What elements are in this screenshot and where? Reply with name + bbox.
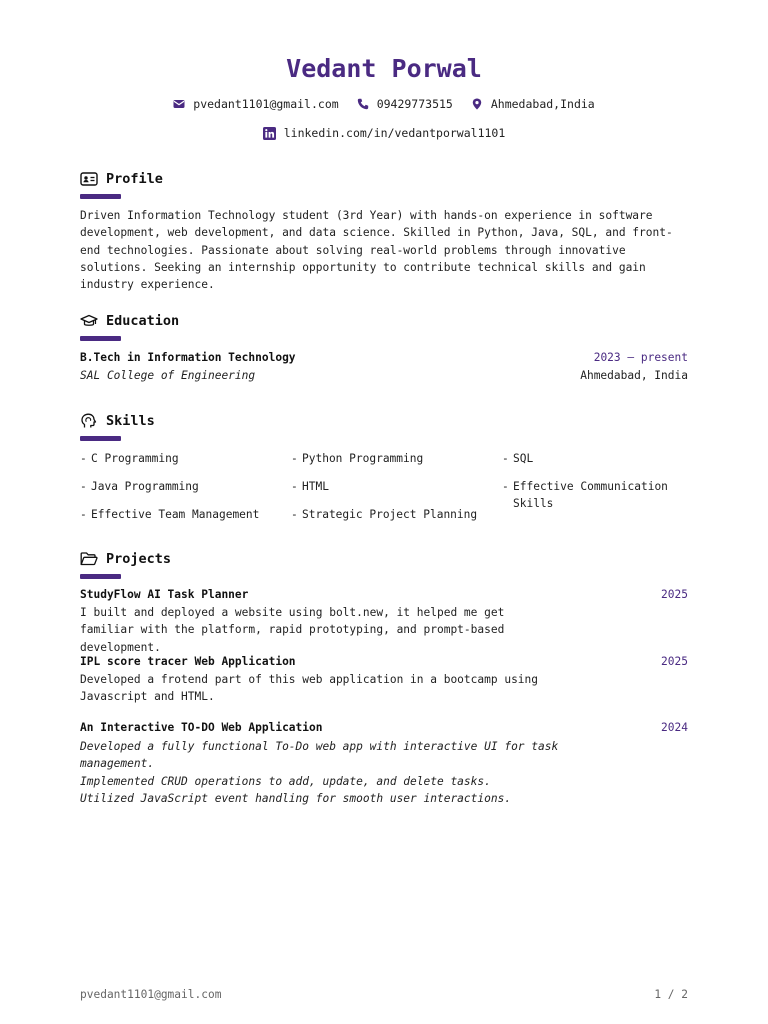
map-pin-icon: [471, 98, 483, 110]
skill-item: - HTML: [291, 480, 329, 493]
skills-underline: [80, 436, 121, 441]
folder-open-icon: [80, 551, 98, 567]
project-description: I built and deployed a website using bolt.new, it helped me get familiar with the platform, rapid prototyping, and prompt-based development.: [80, 606, 505, 654]
linkedin-text: linkedin.com/in/vedantporwal1101: [283, 126, 506, 140]
education-location: Ahmedabad, India: [580, 369, 688, 382]
project-name: StudyFlow AI Task Planner: [80, 588, 249, 601]
project-name: IPL score tracer Web Application: [80, 655, 296, 668]
profile-title: Profile: [106, 171, 163, 187]
education-title: Education: [106, 313, 180, 329]
projects-underline: [80, 574, 121, 579]
education-degree: B.Tech in Information Technology: [80, 351, 296, 364]
project-year: 2024: [661, 721, 688, 734]
phone-text: 09429773515: [376, 97, 453, 111]
skills-title: Skills: [106, 413, 155, 429]
graduation-cap-icon: [80, 313, 98, 329]
skill-item: - Effective Team Management: [80, 508, 260, 521]
skills-section-header: [80, 413, 155, 429]
contact-location: [471, 97, 595, 111]
project-name: An Interactive TO-DO Web Application: [80, 721, 323, 734]
education-row-2: [80, 369, 688, 382]
education-dates: 2023 – present: [593, 351, 688, 364]
education-section-header: [80, 313, 179, 329]
projects-title: Projects: [106, 551, 172, 567]
contact-row: [80, 97, 688, 111]
profile-text: Driven Information Technology student (3rd Year) with hands-on experience in software development, web development, and data science. Skilled in Python, Java, SQL, and front-end technologies. Passionate about solving real-world problems through innovative solutions. Seeking an internship opportunity to contribute technical skills and gain industry experience.: [80, 209, 673, 292]
contact-linkedin[interactable]: [263, 126, 506, 140]
skill-item: - Java Programming: [80, 480, 199, 493]
project-description-line: Developed a fully functional To-Do web app with interactive UI for task management.: [80, 740, 559, 771]
page-number: 1 / 2: [654, 988, 688, 1001]
skill-item: - C Programming: [80, 452, 179, 465]
phone-icon: [357, 98, 369, 110]
skill-item: - Python Programming: [291, 452, 424, 465]
envelope-icon: [173, 98, 185, 110]
profile-section-header: [80, 171, 163, 187]
skill-item: - Effective Communication Skills: [502, 480, 668, 510]
footer-email: pvedant1101@gmail.com: [80, 988, 222, 1001]
candidate-name: Vedant Porwal: [286, 54, 482, 83]
project-title-row: [80, 588, 688, 601]
project-year: 2025: [661, 588, 688, 601]
project-title-row: [80, 655, 688, 668]
head-brain-icon: [80, 413, 98, 429]
contact-email[interactable]: [173, 97, 338, 111]
education-row-1: [80, 351, 688, 364]
projects-section-header: [80, 551, 171, 567]
project-description-line: Implemented CRUD operations to add, update, and delete tasks.: [80, 775, 491, 788]
skill-item: - Strategic Project Planning: [291, 508, 478, 521]
contact-row-2: [80, 126, 688, 140]
project-description: Developed a frotend part of this web application in a bootcamp using Javascript and HTML.: [80, 673, 539, 704]
education-underline: [80, 336, 121, 341]
education-institution: SAL College of Engineering: [80, 369, 256, 382]
linkedin-icon: [263, 127, 276, 140]
profile-underline: [80, 194, 121, 199]
project-year: 2025: [661, 655, 688, 668]
email-text: pvedant1101@gmail.com: [193, 97, 339, 111]
location-text: Ahmedabad,India: [490, 97, 595, 111]
id-card-icon: [80, 171, 98, 187]
skill-item: - SQL: [502, 452, 534, 465]
project-description-line: Utilized JavaScript event handling for smooth user interactions.: [80, 792, 512, 805]
contact-phone[interactable]: [357, 97, 453, 111]
project-title-row: [80, 721, 688, 734]
